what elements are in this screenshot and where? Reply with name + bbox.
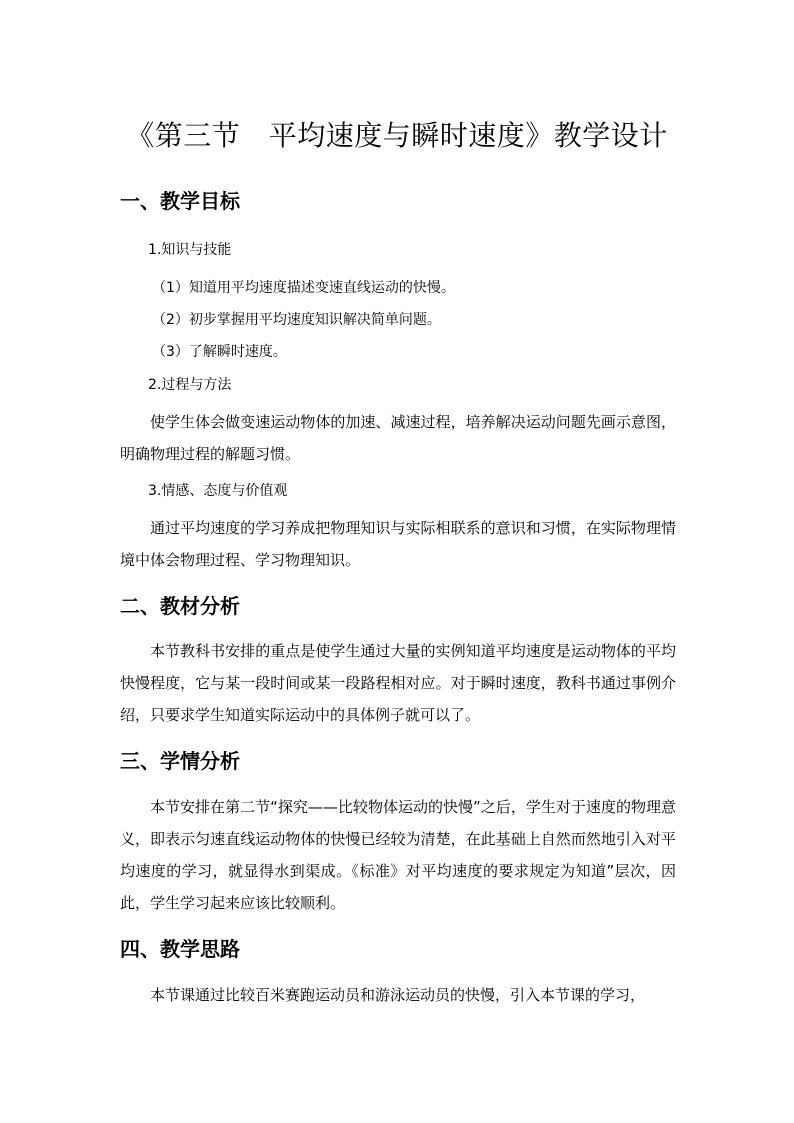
section-heading-student-analysis: 三、学情分析 bbox=[120, 749, 240, 773]
section-heading-textbook-analysis: 二、教材分析 bbox=[120, 594, 240, 618]
objective-item-3: （3）了解瞬时速度。 bbox=[152, 344, 287, 360]
section-heading-teaching-approach: 四、教学思路 bbox=[120, 937, 240, 961]
subheading-process-methods: 2.过程与方法 bbox=[148, 377, 232, 393]
objective-item-2: （2）初步掌握用平均速度知识解决简单问题。 bbox=[152, 312, 441, 328]
paragraph-attitude-values: 通过平均速度的学习养成把物理知识与实际相联系的意识和习惯，在实际物理情境中体会物理过程、学习物理知识。 bbox=[120, 519, 676, 569]
section-heading-objectives: 一、教学目标 bbox=[120, 189, 240, 213]
document-title: 《第三节 平均速度与瞬时速度》教学设计 bbox=[126, 119, 668, 152]
paragraph-textbook-analysis: 本节教科书安排的重点是使学生通过大量的实例知道平均速度是运动物体的平均快慢程度，它与某一段时间或某一段路程相对应。对于瞬时速度，教科书通过事例介绍，只要求学生知道实际运动中的具体例子就可以了。 bbox=[120, 642, 676, 724]
paragraph-student-analysis: 本节安排在第二节“探究——比较物体运动的快慢”之后，学生对于速度的物理意义，即表示匀速直线运动物体的快慢已经较为清楚，在此基础上自然而然地引入对平均速度的学习，就显得水到渠成。《标准》对平均速度的要求规定为知道”层次，因此，学生学习起来应该比较顺利。 bbox=[120, 798, 676, 912]
paragraph-teaching-approach: 本节课通过比较百米赛跑运动员和游泳运动员的快慢，引入本节课的学习， bbox=[150, 986, 646, 1004]
paragraph-process-methods: 使学生体会做变速运动物体的加速、减速过程，培养解决运动问题先画示意图，明确物理过程的解题习惯。 bbox=[120, 413, 676, 463]
subheading-attitude-values: 3.情感、态度与价值观 bbox=[148, 483, 288, 499]
subheading-knowledge-skills: 1.知识与技能 bbox=[148, 242, 232, 258]
objective-item-1: （1）知道用平均速度描述变速直线运动的快慢。 bbox=[152, 280, 455, 296]
